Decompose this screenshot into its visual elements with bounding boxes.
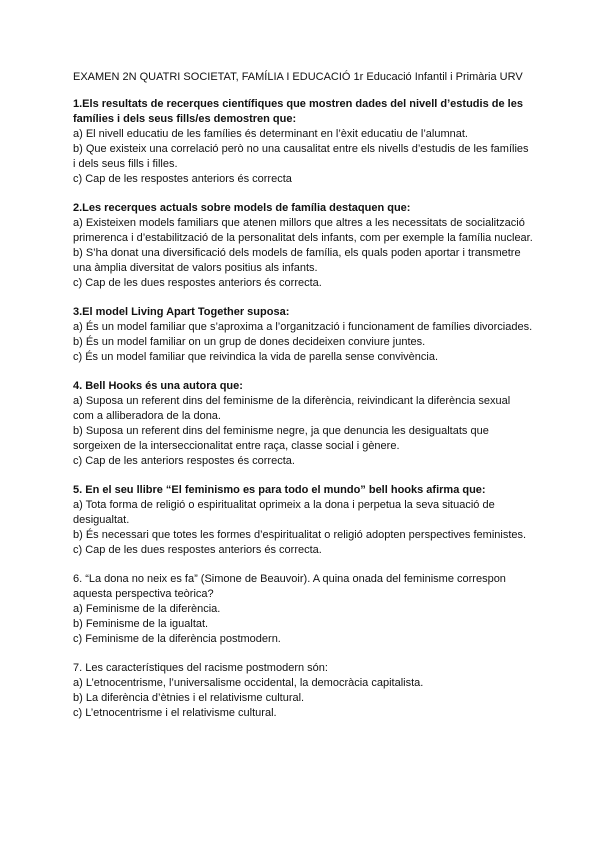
answer-option-b: b) Feminisme de la igualtat. xyxy=(73,618,209,630)
answer-option-a: a) El nivell educatiu de les famílies és determinant en l’èxit educatiu de l’alumnat. xyxy=(73,128,468,140)
answer-option-c: c) Feminisme de la diferència postmodern. xyxy=(73,633,281,645)
question-title: 7. Les característiques del racisme postmodern són: xyxy=(73,662,328,674)
answer-option-b: b) És necessari que totes les formes d’espiritualitat o religió adopten perspectives feministes. xyxy=(73,529,527,541)
exam-content xyxy=(73,70,533,735)
exam-header: EXAMEN 2N QUATRI SOCIETAT, FAMÍLIA I EDUCACIÓ 1r Educació Infantil i Primària URV xyxy=(73,71,523,83)
question-title: 3.El model Living Apart Together suposa: xyxy=(73,306,290,318)
answer-option-c: c) L’etnocentrisme i el relativisme cultural. xyxy=(73,707,277,719)
answer-option-b: b) S’ha donat una diversificació dels models de família, els quals poden aportar i transmetre una àmplia diversitat de valors positius als infants. xyxy=(73,247,521,274)
question-title: 6. “La dona no neix es fa” (Simone de Beauvoir). A quina onada del feminisme correspon aquesta perspectiva teòrica? xyxy=(73,573,506,600)
answer-option-a: a) L’etnocentrisme, l’universalisme occidental, la democràcia capitalista. xyxy=(73,677,424,689)
answer-option-a: a) Tota forma de religió o espiritualitat oprimeix a la dona i perpetua la seva situació de desigualtat. xyxy=(73,499,495,526)
question-5 xyxy=(73,483,533,558)
question-6 xyxy=(73,572,533,647)
question-1 xyxy=(73,97,533,187)
answer-option-c: c) Cap de les dues respostes anteriors és correcta. xyxy=(73,544,322,556)
question-2 xyxy=(73,201,533,291)
question-title: 1.Els resultats de recerques científiques que mostren dades del nivell d’estudis de les famílies i dels seus fills/es demostren que: xyxy=(73,98,523,125)
answer-option-a: a) Existeixen models familiars que atenen millors que altres a les necessitats de socialització primerenca i d’estabilització de la personalitat dels infants, com per exemple la família nuclear. xyxy=(73,217,533,244)
answer-option-c: c) Cap de les anteriors respostes és correcta. xyxy=(73,455,295,467)
answer-option-a: a) Suposa un referent dins del feminisme de la diferència, reivindicant la diferència sexual com a alliberadora de la dona. xyxy=(73,395,511,422)
question-7 xyxy=(73,661,533,721)
question-title: 5. En el seu llibre “El feminismo es para todo el mundo” bell hooks afirma que: xyxy=(73,484,486,496)
answer-option-a: a) Feminisme de la diferència. xyxy=(73,603,221,615)
question-4 xyxy=(73,379,533,469)
answer-option-b: b) Suposa un referent dins del feminisme negre, ja que denuncia les desigualtats que sorgeixen de la interseccionalitat entre raça, classe social i gènere. xyxy=(73,425,489,452)
answer-option-b: b) Que existeix una correlació però no una causalitat entre els nivells d’estudis de les famílies i dels seus fills i filles. xyxy=(73,143,529,170)
answer-option-c: c) Cap de les respostes anteriors és correcta xyxy=(73,173,292,185)
question-list xyxy=(73,97,533,721)
answer-option-c: c) Cap de les dues respostes anteriors és correcta. xyxy=(73,277,322,289)
answer-option-c: c) És un model familiar que reivindica la vida de parella sense convivència. xyxy=(73,351,439,363)
question-title: 4. Bell Hooks és una autora que: xyxy=(73,380,243,392)
question-3 xyxy=(73,305,533,365)
answer-option-a: a) És un model familiar que s’aproxima a l’organització i funcionament de famílies divorciades. xyxy=(73,321,533,333)
answer-option-b: b) És un model familiar on un grup de dones decideixen conviure juntes. xyxy=(73,336,426,348)
question-title: 2.Les recerques actuals sobre models de família destaquen que: xyxy=(73,202,411,214)
answer-option-b: b) La diferència d’ètnies i el relativisme cultural. xyxy=(73,692,305,704)
